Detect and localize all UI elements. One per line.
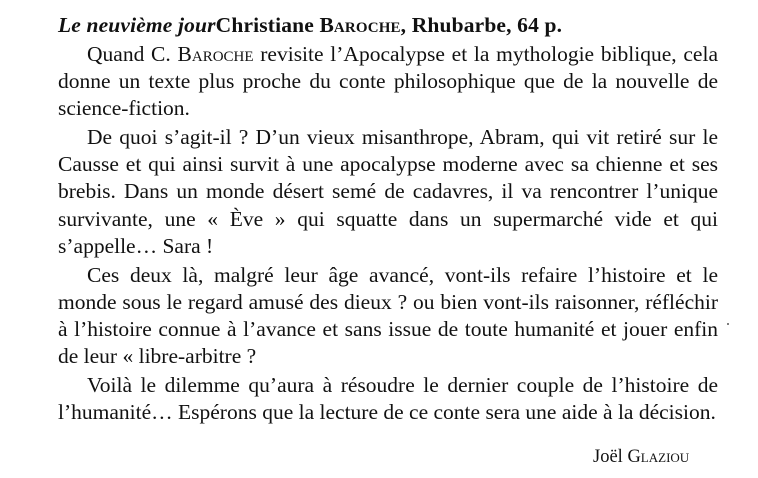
paragraph-3: Ces deux là, malgré leur âge avancé, vont-ils refaire l’histoire et le monde sous le regard amusé des dieux ? ou bien vont-ils raisonner, réfléchir à l’histoire connue à l’avance et sans issue de toute humanité et jouer enfin de leur « libre-arbitre ?: [58, 262, 718, 369]
author-last-name: Baroche: [319, 13, 401, 37]
author-first-name: Christiane: [215, 13, 320, 37]
publisher-pages: , Rhubarbe, 64 p.: [400, 13, 563, 37]
book-title: Le neuvième jour: [58, 13, 216, 37]
paragraph-1-rest: revisite l’Apocalypse et la mythologie biblique, cela donne un texte plus proche du conte philosophique que de la nouvelle de science-fiction.: [58, 42, 718, 121]
paragraph-2: De quoi s’agit-il ? D’un vieux misanthrope, Abram, qui vit retiré sur le Causse et qui ainsi survit à une apocalypse moderne avec sa chienne et ses brebis. Dans un monde désert semé de cadavres, il va rencontrer l’unique survivante, une « Ève » qui squatte dans un supermarché vide et qui s’appelle… Sara !: [58, 125, 718, 258]
reviewer-last-name: Glaziou: [627, 447, 690, 467]
paragraph-1-author-name: Baroche: [177, 42, 254, 66]
review-article: [58, 10, 718, 428]
scan-speck: [727, 323, 729, 325]
paragraph-4: Voilà le dilemme qu’aura à résoudre le dernier couple de l’histoire de l’humanité… Espérons que la lecture de ce conte sera une aide à la décision.: [58, 373, 718, 425]
reviewer-signature: [593, 445, 689, 469]
paragraph-1: [58, 41, 718, 122]
review-heading: [58, 10, 718, 40]
reviewer-first-name: Joël: [593, 447, 628, 467]
paragraph-1-start: Quand C.: [87, 42, 178, 66]
